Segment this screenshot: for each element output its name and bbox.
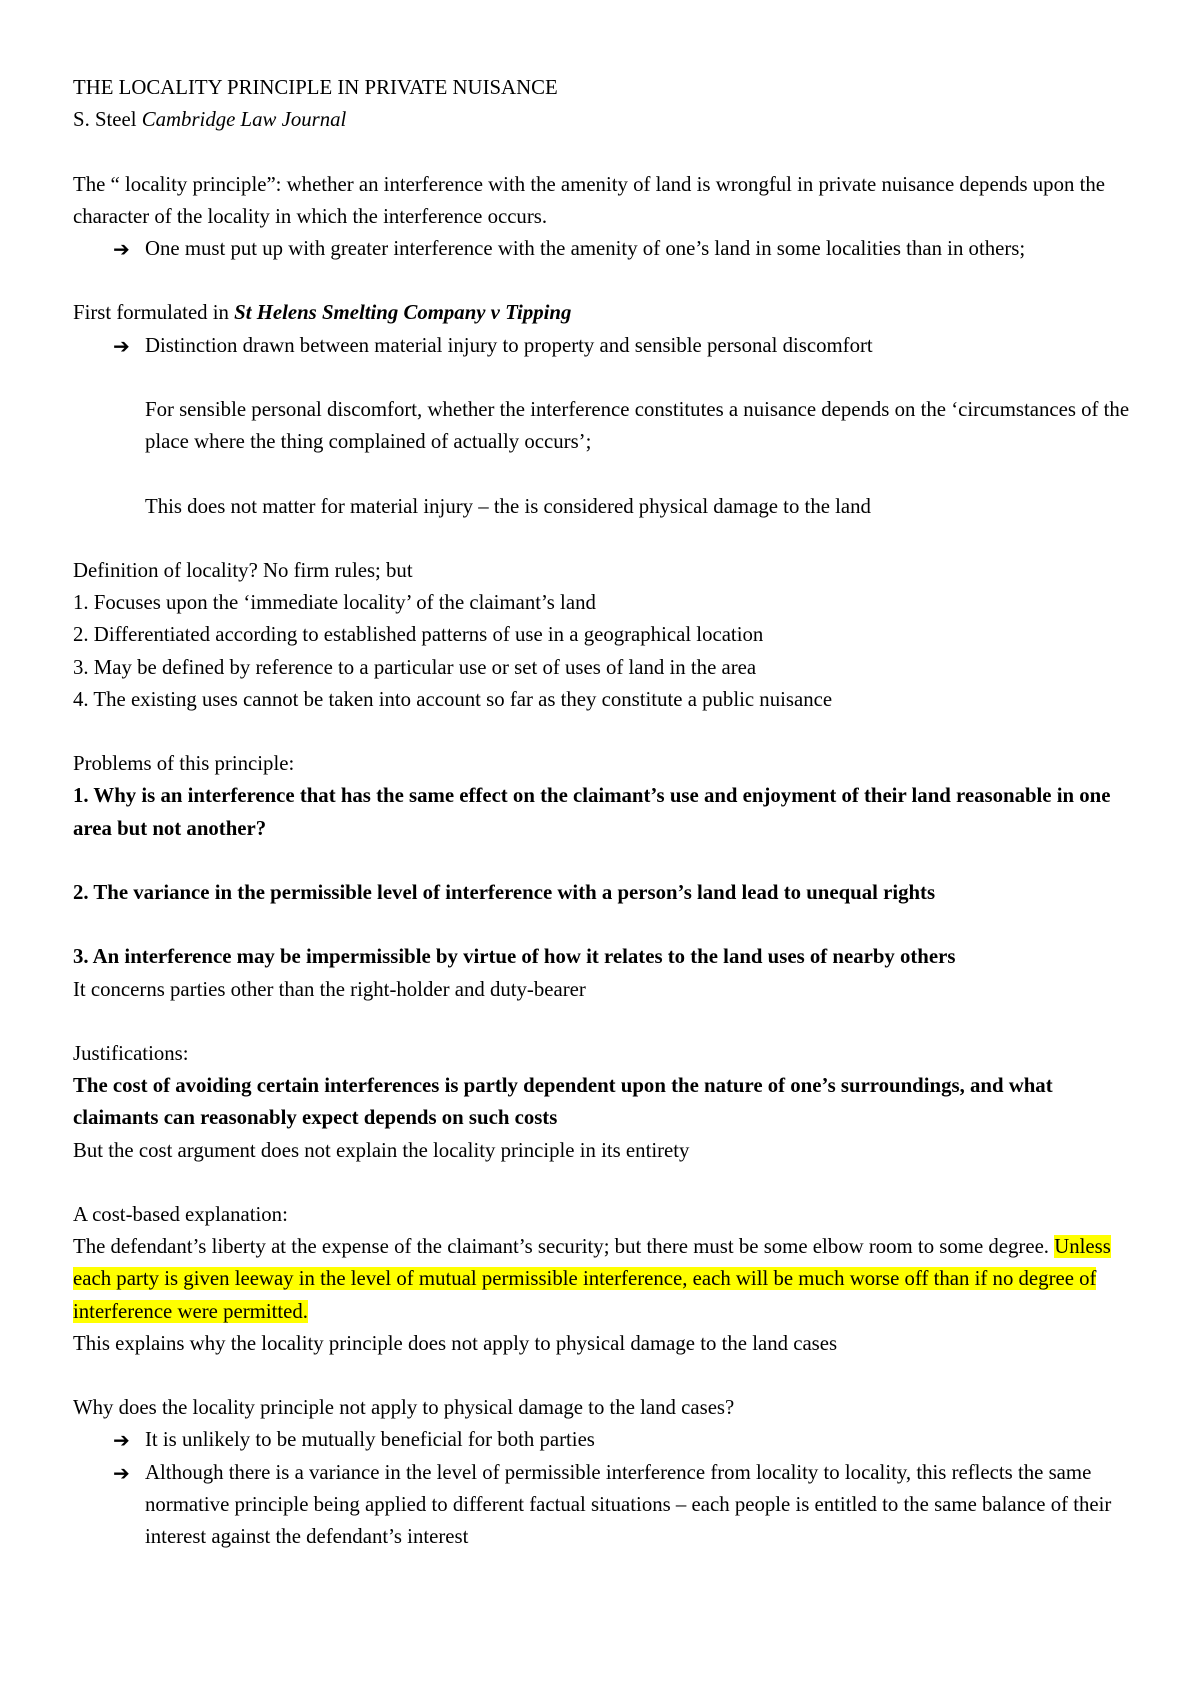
problem-3-note: It concerns parties other than the right-holder and duty-bearer (73, 977, 586, 1001)
cost-based-heading: A cost-based explanation: (73, 1202, 288, 1226)
spacer (73, 523, 1133, 555)
document-title: THE LOCALITY PRINCIPLE IN PRIVATE NUISANCE (73, 76, 558, 99)
arrow-right-icon: ➔ (113, 1460, 130, 1485)
first-formulated-prefix: First formulated in (73, 301, 235, 325)
spacer (73, 1360, 1133, 1392)
problem-3: 3. An interference may be impermissible by virtue of how it relates to the land uses of nearby others (73, 945, 956, 969)
author-line (73, 104, 1133, 136)
spacer (73, 845, 1133, 877)
discomfort-paragraph: For sensible personal discomfort, whether the interference constitutes a nuisance depends on the ‘circumstances of the place where the thing complained of actually occurs’; (145, 397, 1130, 454)
spacer (73, 1167, 1133, 1199)
justifications-heading: Justifications: (73, 1041, 189, 1065)
definition-item: 2. Differentiated according to established patterns of use in a geographical location (73, 623, 764, 647)
problem-1: 1. Why is an interference that has the same effect on the claimant’s use and enjoyment of their land reasonable in one area but not another? (73, 784, 1111, 840)
spacer (73, 362, 1133, 394)
intro-bullet (73, 233, 1133, 265)
intro-bullet-text: One must put up with greater interference with the amenity of one’s land in some localities than in others; (145, 237, 1026, 260)
spacer (73, 265, 1133, 297)
why-bullet-text: It is unlikely to be mutually beneficial for both parties (145, 1428, 595, 1452)
first-formulated-bullet-text: Distinction drawn between material injury to property and sensible personal discomfort (145, 333, 873, 357)
first-formulated-bullet (73, 330, 1133, 362)
definition-heading: Definition of locality? No firm rules; but (73, 558, 413, 582)
cost-based-paragraph (73, 1231, 1133, 1328)
cost-based-after: This explains why the locality principle does not apply to physical damage to the land cases (73, 1331, 838, 1355)
problems-heading: Problems of this principle: (73, 752, 295, 776)
spacer (73, 458, 1133, 490)
author-name: S. Steel (73, 108, 137, 132)
justifications-bold: The cost of avoiding certain interferences is partly dependent upon the nature of one’s surroundings, and what claimants can reasonably expect depends on such costs (73, 1074, 1053, 1130)
why-bullet (73, 1457, 1133, 1554)
why-bullet-text: Although there is a variance in the level of permissible interference from locality to locality, this reflects the same normative principle being applied to different factual situations – each people is entitled to the same balance of their interest against the defendant’s interest (145, 1460, 1112, 1548)
journal-name: Cambridge Law Journal (141, 108, 347, 132)
material-injury-paragraph: This does not matter for material injury – the is considered physical damage to the land (145, 494, 871, 518)
spacer (73, 909, 1133, 941)
intro-paragraph: The “ locality principle”: whether an interference with the amenity of land is wrongful in private nuisance depends upon the character of the locality in which the interference occurs. (73, 172, 1105, 228)
spacer (73, 716, 1133, 748)
first-formulated-line (73, 297, 1133, 329)
arrow-right-icon: ➔ (113, 237, 130, 261)
highlighted-text: Unless each party is given leeway in the level of mutual permissible interference, each will be much worse off than if no degree of interference were permitted. (73, 1235, 1111, 1323)
definition-item: 4. The existing uses cannot be taken into account so far as they constitute a public nuisance (73, 687, 833, 711)
why-bullet (73, 1424, 1133, 1456)
spacer (73, 1006, 1133, 1038)
document-body (73, 72, 1133, 1553)
problem-2: 2. The variance in the permissible level of interference with a person’s land lead to unequal rights (73, 880, 936, 904)
spacer (73, 136, 1133, 168)
justifications-note: But the cost argument does not explain the locality principle in its entirety (73, 1138, 690, 1162)
arrow-right-icon: ➔ (113, 333, 130, 358)
cost-based-text: The defendant’s liberty at the expense of the claimant’s security; but there must be some elbow room to some degree. (73, 1235, 1055, 1259)
why-heading: Why does the locality principle not apply to physical damage to the land cases? (73, 1396, 735, 1420)
definition-item: 1. Focuses upon the ‘immediate locality’ of the claimant’s land (73, 591, 596, 615)
arrow-right-icon: ➔ (113, 1428, 130, 1453)
case-name: St Helens Smelting Company v Tipping (234, 301, 572, 325)
definition-item: 3. May be defined by reference to a particular use or set of uses of land in the area (73, 655, 757, 679)
